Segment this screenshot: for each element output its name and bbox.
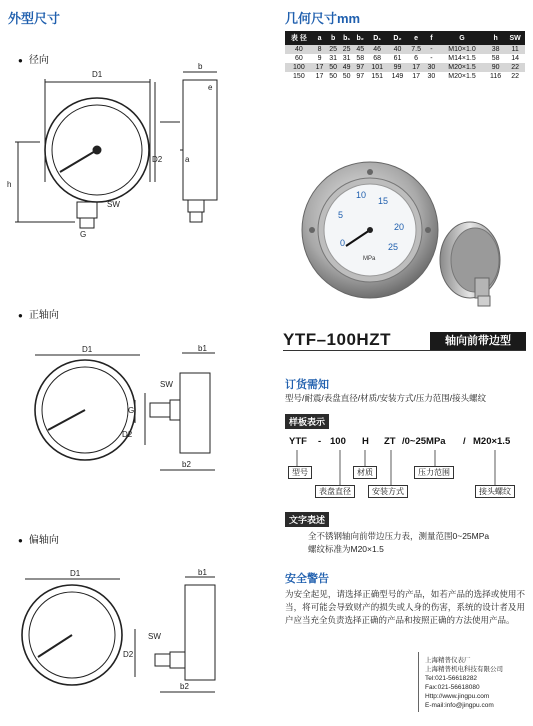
table-cell: - [425, 45, 439, 54]
table-cell: 61 [387, 54, 407, 63]
code-diameter: 100 [330, 436, 346, 447]
table-cell: 68 [367, 54, 387, 63]
footer-tel: Tel:021-56618282 [425, 675, 478, 682]
table-cell: 11 [505, 45, 525, 54]
table-cell: M20×1.5 [438, 72, 486, 81]
table-row [285, 63, 525, 72]
code-dash: - [318, 436, 322, 447]
product-photo [300, 150, 515, 310]
axial-drawing [10, 345, 230, 475]
dim-d1-axial: D1 [82, 345, 93, 354]
table-cell: M14×1.5 [438, 54, 486, 63]
code-material: H [362, 436, 369, 447]
table-cell: 150 [285, 72, 313, 81]
col-header: D₂ [387, 31, 407, 45]
table-cell: 30 [425, 63, 439, 72]
table-cell: 14 [505, 54, 525, 63]
radial-drawing [7, 62, 230, 242]
table-cell: 40 [285, 45, 313, 54]
order-description: 型号/耐震/表盘直径/材质/安装方式/压力范围/接头螺纹 [285, 393, 487, 403]
table-row [285, 72, 525, 81]
order-title: 订货需知 [285, 379, 329, 391]
table-cell: 99 [387, 63, 407, 72]
text-desc-box: 文字表述 [285, 512, 329, 527]
type-tag: 轴向前带边型 [430, 332, 526, 350]
table-cell: 50 [326, 63, 340, 72]
table-cell: 25 [340, 45, 354, 54]
table-cell: 6 [408, 54, 425, 63]
code-slash: / [463, 436, 466, 447]
dimension-table [285, 31, 525, 81]
footer-web: Http://www.jingpu.com [425, 693, 490, 700]
dim-b2-axial: b2 [182, 460, 191, 469]
model-divider [283, 350, 526, 351]
dim-d1-radial: D1 [92, 70, 103, 79]
table-row [285, 45, 525, 54]
dial-number-0: 0 [340, 238, 346, 248]
table-cell: 101 [367, 63, 387, 72]
section-title-outline: 外型尺寸 [8, 11, 61, 26]
dim-sw-offset: SW [148, 632, 161, 641]
footer-block [425, 656, 503, 710]
offset-drawing [10, 567, 230, 702]
table-cell: 31 [326, 54, 340, 63]
table-cell: 22 [505, 63, 525, 72]
col-header: e [408, 31, 425, 45]
dial-unit: MPa [363, 256, 376, 262]
table-cell: 50 [340, 72, 354, 81]
dim-h: h [7, 180, 12, 189]
col-header: 表 径 [285, 31, 313, 45]
code-range: /0~25MPa [402, 436, 446, 447]
table-cell: 49 [340, 63, 354, 72]
dim-e: e [208, 83, 213, 92]
footer-divider [418, 652, 419, 712]
example-box: 样板表示 [285, 414, 329, 429]
section-title-geometry: 几何尺寸mm [285, 11, 361, 26]
warning-title: 安全警告 [285, 573, 329, 585]
label-range: 压力范围 [414, 466, 454, 479]
table-cell: 50 [326, 72, 340, 81]
dial-number-10: 10 [356, 190, 367, 200]
table-cell: 97 [353, 63, 367, 72]
view-label-radial: ● 径向 [18, 51, 49, 66]
table-cell: M10×1.0 [438, 45, 486, 54]
label-material: 材质 [353, 466, 377, 479]
table-cell: 151 [367, 72, 387, 81]
dim-g-axial: G [128, 406, 135, 415]
dim-sw-radial: SW [107, 200, 120, 209]
table-cell: 25 [326, 45, 340, 54]
table-cell: 90 [486, 63, 505, 72]
text-desc-line1: 全不锈钢轴向前带边压力表，测量范围0~25MPa [308, 531, 490, 541]
table-cell: 58 [486, 54, 505, 63]
dim-d1-offset: D1 [70, 569, 81, 578]
footer-fax: Fax:021-56618080 [425, 684, 480, 691]
code-thread: M20×1.5 [473, 436, 511, 447]
table-cell: 40 [387, 45, 407, 54]
col-header: h [486, 31, 505, 45]
dim-b: b [198, 62, 203, 71]
code-mount: ZT [384, 436, 396, 447]
label-mount: 安装方式 [368, 485, 408, 498]
dim-b1-axial: b1 [198, 344, 207, 353]
table-cell: - [425, 54, 439, 63]
col-header: D₁ [367, 31, 387, 45]
table-cell: 7.5 [408, 45, 425, 54]
code-model: YTF [289, 436, 307, 447]
footer-company1: 上海精普仪表厂 [425, 657, 471, 664]
col-header: b [326, 31, 340, 45]
table-cell: 58 [353, 54, 367, 63]
table-header-row [285, 31, 525, 45]
label-diameter: 表盘直径 [315, 485, 355, 498]
label-model: 型号 [288, 466, 312, 479]
col-header: b₁ [340, 31, 354, 45]
dim-d2-axial: D2 [122, 430, 133, 439]
footer-company2: 上海精普机电科技有限公司 [425, 666, 503, 673]
dial-number-15: 15 [378, 196, 389, 206]
dim-d2-radial: D2 [152, 155, 163, 164]
view-label-offset: ● 偏轴向 [18, 531, 59, 546]
dim-b1-offset: b1 [198, 568, 207, 577]
table-cell: 46 [367, 45, 387, 54]
table-cell: 17 [313, 72, 327, 81]
label-thread: 接头螺纹 [475, 485, 515, 498]
table-row [285, 54, 525, 63]
table-cell: M20×1.5 [438, 63, 486, 72]
footer-email: E-mail:info@jingpu.com [425, 702, 494, 709]
table-cell: 17 [313, 63, 327, 72]
table-cell: 30 [425, 72, 439, 81]
dim-b2-offset: b2 [180, 682, 189, 691]
col-header: b₂ [353, 31, 367, 45]
dim-d2-offset: D2 [123, 650, 134, 659]
table-cell: 31 [340, 54, 354, 63]
view-label-axial: ● 正轴向 [18, 306, 59, 321]
table-cell: 60 [285, 54, 313, 63]
model-title: YTF–100HZT [283, 330, 391, 349]
table-cell: 17 [408, 72, 425, 81]
table-cell: 45 [353, 45, 367, 54]
warning-body: 为安全起见，请选择正确型号的产品，如若产品的选择或使用不当，将可能会导致财产的损失或人身的伤害，系统的设计者及用户应当充全负责选择正确的产品和按照正确的方法使用产品。 [285, 589, 525, 625]
table-cell: 8 [313, 45, 327, 54]
col-header: f [425, 31, 439, 45]
col-header: G [438, 31, 486, 45]
table-cell: 9 [313, 54, 327, 63]
dim-sw-axial: SW [160, 380, 173, 389]
dial-number-5: 5 [338, 210, 344, 220]
col-header: SW [505, 31, 525, 45]
table-cell: 149 [387, 72, 407, 81]
dial-number-25: 25 [388, 242, 399, 252]
dim-a: a [185, 155, 190, 164]
text-desc-line2: 螺纹标准为M20×1.5 [308, 544, 384, 554]
table-cell: 22 [505, 72, 525, 81]
table-cell: 97 [353, 72, 367, 81]
dial-number-20: 20 [394, 222, 405, 232]
dim-g-radial: G [80, 230, 87, 239]
table-cell: 100 [285, 63, 313, 72]
table-cell: 116 [486, 72, 505, 81]
table-cell: 17 [408, 63, 425, 72]
table-cell: 38 [486, 45, 505, 54]
col-header: a [313, 31, 327, 45]
